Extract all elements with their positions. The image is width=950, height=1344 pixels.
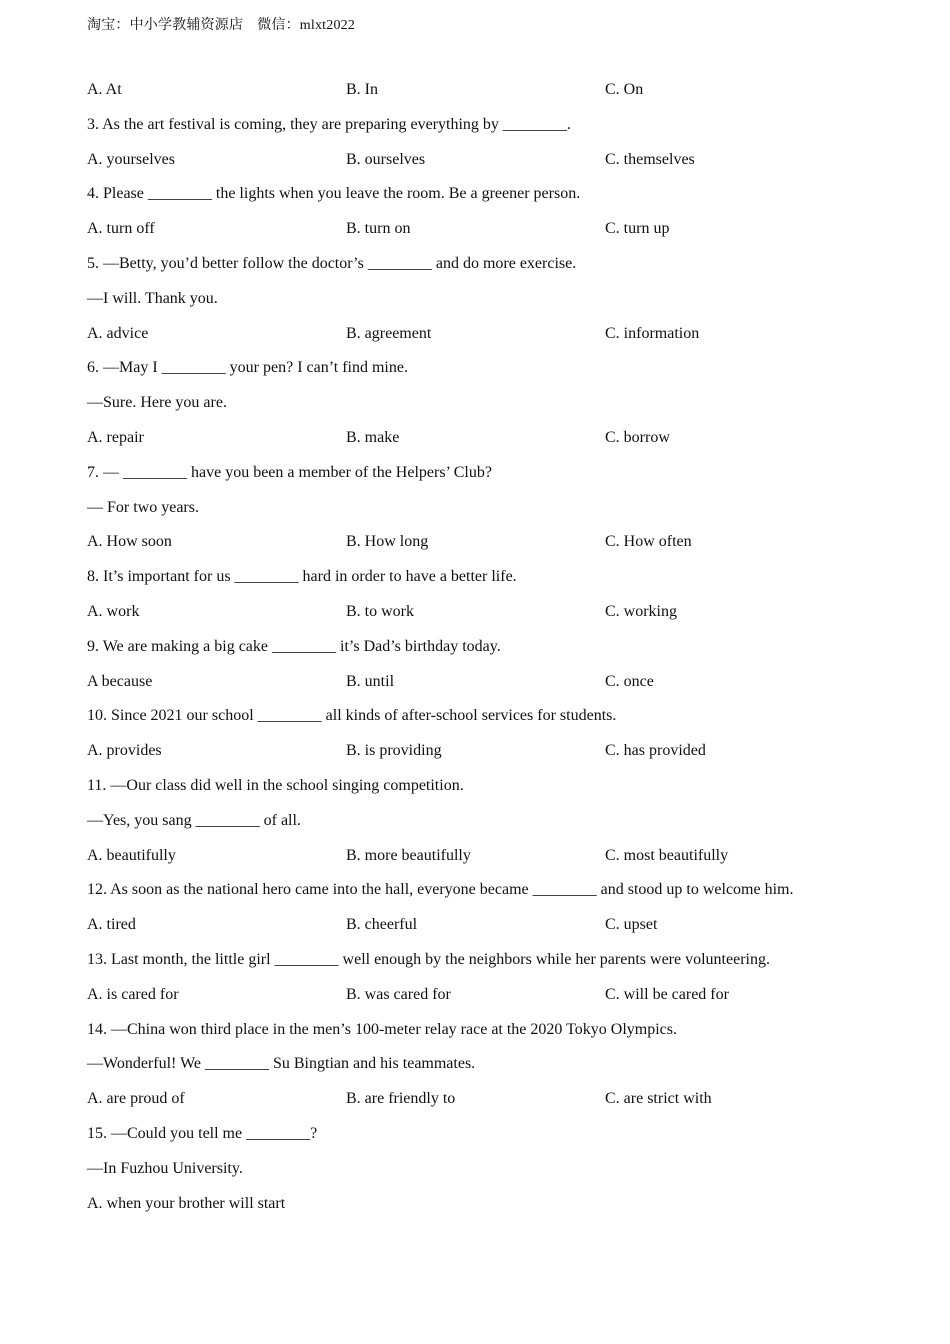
answer-options-row	[87, 602, 907, 637]
option-b: B. was cared for	[346, 985, 451, 1003]
option-a: A. tired	[87, 916, 136, 934]
option-a: A. turn off	[87, 220, 155, 238]
question-text-line: 3. As the art festival is coming, they are preparing everything by ________.	[87, 115, 571, 133]
header-wechat-text: 微信：mlxt2022	[257, 18, 356, 33]
option-b: B. cheerful	[346, 916, 418, 934]
option-a: A. work	[87, 602, 140, 620]
option-c: C. On	[605, 81, 644, 98]
question-text-line: 14. —China won third place in the men’s 100-meter relay race at the 2020 Tokyo Olympics.	[87, 1020, 677, 1038]
option-a: A. beautifully	[87, 846, 176, 864]
answer-options-row	[87, 846, 907, 881]
question-text-line: A. when your brother will start	[87, 1194, 286, 1212]
question-text-line: 6. —May I ________ your pen? I can’t find mine.	[87, 359, 408, 377]
answer-options-row	[87, 1089, 907, 1124]
option-c: C. most beautifully	[605, 846, 729, 864]
question-text-line: —I will. Thank you.	[87, 289, 218, 307]
option-a: A. is cared for	[87, 985, 179, 1003]
option-a: A because	[87, 672, 153, 690]
answer-options-row	[87, 219, 907, 254]
option-a: A. provides	[87, 742, 162, 760]
answer-options-row	[87, 324, 907, 359]
question-text-line: 13. Last month, the little girl ________ well enough by the neighbors while her parents were volunteering.	[87, 950, 770, 968]
question-text-line: 15. —Could you tell me ________?	[87, 1124, 318, 1142]
question-text-line: 8. It’s important for us ________ hard in order to have a better life.	[87, 568, 517, 586]
answer-options-row	[87, 915, 907, 950]
option-c: C. upset	[605, 916, 658, 934]
option-c: C. information	[605, 324, 700, 342]
question-text-line: —Wonderful! We ________ Su Bingtian and his teammates.	[87, 1055, 476, 1073]
option-a: A. are proud of	[87, 1090, 185, 1108]
option-b: B. make	[346, 428, 400, 446]
option-b: B. turn on	[346, 220, 411, 238]
question-text-line: 11. —Our class did well in the school singing competition.	[87, 776, 464, 794]
option-c: C. will be cared for	[605, 985, 729, 1003]
option-b: B. is providing	[346, 742, 442, 760]
question-text-line: 9. We are making a big cake ________ it’s Dad’s birthday today.	[87, 637, 501, 655]
question-text-line: 12. As soon as the national hero came into the hall, everyone became ________ and stood up to welcome him.	[87, 881, 794, 899]
option-c: C. are strict with	[605, 1090, 712, 1108]
answer-options-row	[87, 672, 907, 707]
answer-options-row	[87, 741, 907, 776]
question-text-line: —Yes, you sang ________ of all.	[87, 811, 301, 829]
question-text-line: —In Fuzhou University.	[87, 1159, 243, 1177]
option-a: A. repair	[87, 428, 144, 446]
option-a: A. advice	[87, 324, 149, 342]
question-text-line: 4. Please ________ the lights when you leave the room. Be a greener person.	[87, 185, 581, 203]
question-text-line: —Sure. Here you are.	[87, 394, 227, 412]
question-text-line: 5. —Betty, you’d better follow the doctor’s ________ and do more exercise.	[87, 254, 577, 272]
option-b: B. ourselves	[346, 150, 426, 168]
option-b: B. to work	[346, 602, 414, 620]
option-b: B. How long	[346, 533, 429, 551]
question-text-line: — For two years.	[87, 498, 199, 516]
option-b: B. In	[346, 81, 378, 98]
option-a: A. At	[87, 81, 122, 98]
question-text-line: 7. — ________ have you been a member of the Helpers’ Club?	[87, 463, 492, 481]
option-a: A. How soon	[87, 533, 172, 551]
option-c: C. has provided	[605, 742, 706, 760]
page-header	[87, 14, 355, 34]
option-c: C. once	[605, 672, 654, 690]
answer-options-row	[87, 428, 907, 463]
option-c: C. working	[605, 602, 677, 620]
option-b: B. more beautifully	[346, 846, 471, 864]
answer-options-row	[87, 80, 907, 115]
option-b: B. are friendly to	[346, 1090, 456, 1108]
answer-options-row	[87, 532, 907, 567]
answer-options-row	[87, 150, 907, 185]
option-c: C. turn up	[605, 220, 670, 238]
option-b: B. agreement	[346, 324, 432, 342]
option-c: C. How often	[605, 533, 692, 551]
header-taobao-text: 淘宝：中小学教辅资源店	[87, 18, 244, 33]
option-c: C. themselves	[605, 150, 695, 168]
question-list	[87, 80, 907, 1228]
option-c: C. borrow	[605, 428, 670, 446]
option-b: B. until	[346, 672, 395, 690]
question-text-line: 10. Since 2021 our school ________ all kinds of after-school services for students.	[87, 707, 617, 725]
answer-options-row	[87, 985, 907, 1020]
option-a: A. yourselves	[87, 150, 175, 168]
